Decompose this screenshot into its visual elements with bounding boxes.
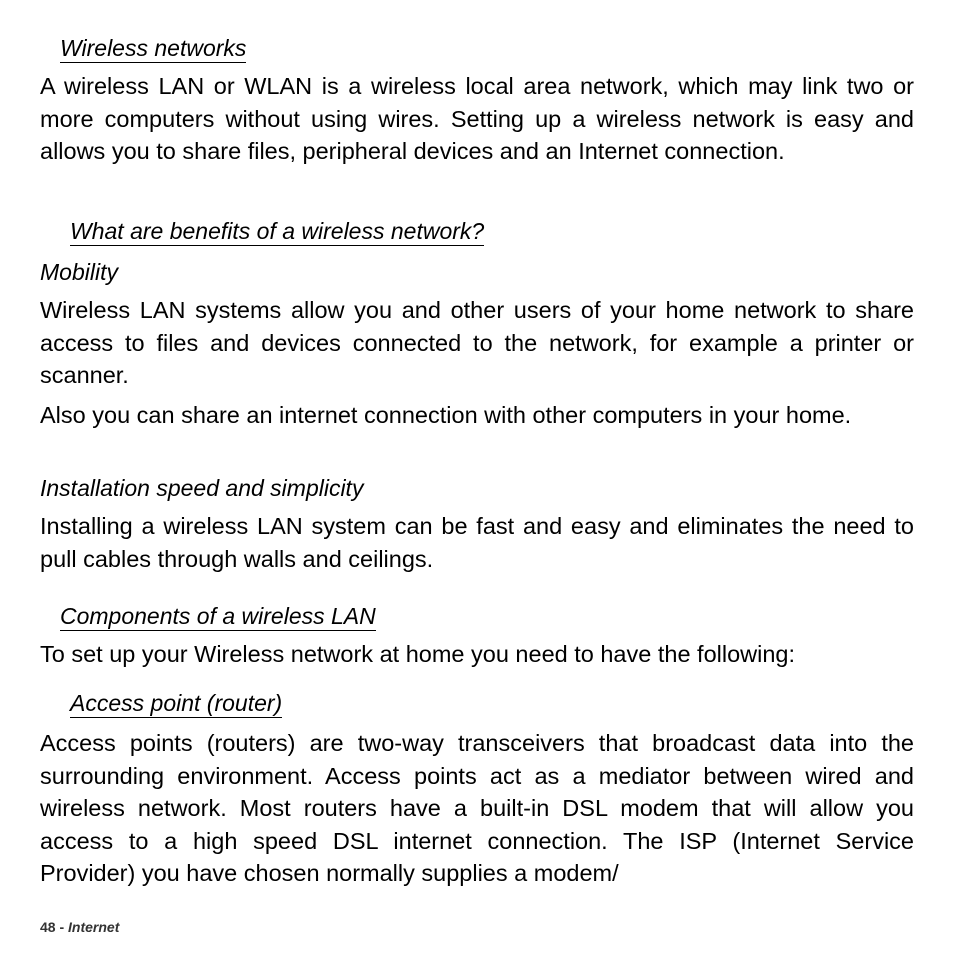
heading-wireless-networks: Wireless networks — [60, 35, 247, 61]
page-number: 48 — [40, 919, 56, 935]
document-page — [40, 0, 914, 954]
page-footer — [40, 918, 119, 936]
footer-separator: - — [55, 919, 69, 935]
paragraph-installation: Installing a wireless LAN system can be fast and easy and eliminates the need to pull cables through walls and ceilings. — [40, 513, 914, 572]
paragraph-mobility-1: Wireless LAN systems allow you and other users of your home network to share access to files and devices connected to the network, for example a printer or scanner. — [40, 297, 914, 388]
paragraph-access-point: Access points (routers) are two-way transceivers that broadcast data into the surrounding environment. Access points act as a mediator between wired and wireless network. Most routers have a built-in DSL modem that will allow you access to a high speed DSL internet connection. The ISP (Internet Service Provider) you have chosen normally supplies a modem/ — [40, 730, 914, 886]
heading-benefits: What are benefits of a wireless network? — [70, 218, 485, 244]
footer-section-name: Internet — [68, 919, 120, 935]
heading-components: Components of a wireless LAN — [60, 603, 376, 629]
paragraph-wireless-intro: A wireless LAN or WLAN is a wireless local area network, which may link two or more computers without using wires. Setting up a wireless network is easy and allows you to share files, peripheral devices and an Internet connection. — [40, 73, 914, 164]
paragraph-mobility-2: Also you can share an internet connection with other computers in your home. — [40, 402, 852, 428]
heading-access-point: Access point (router) — [70, 690, 283, 716]
subheading-mobility: Mobility — [40, 259, 118, 285]
subheading-installation: Installation speed and simplicity — [40, 475, 364, 501]
paragraph-components: To set up your Wireless network at home you need to have the following: — [40, 641, 796, 667]
